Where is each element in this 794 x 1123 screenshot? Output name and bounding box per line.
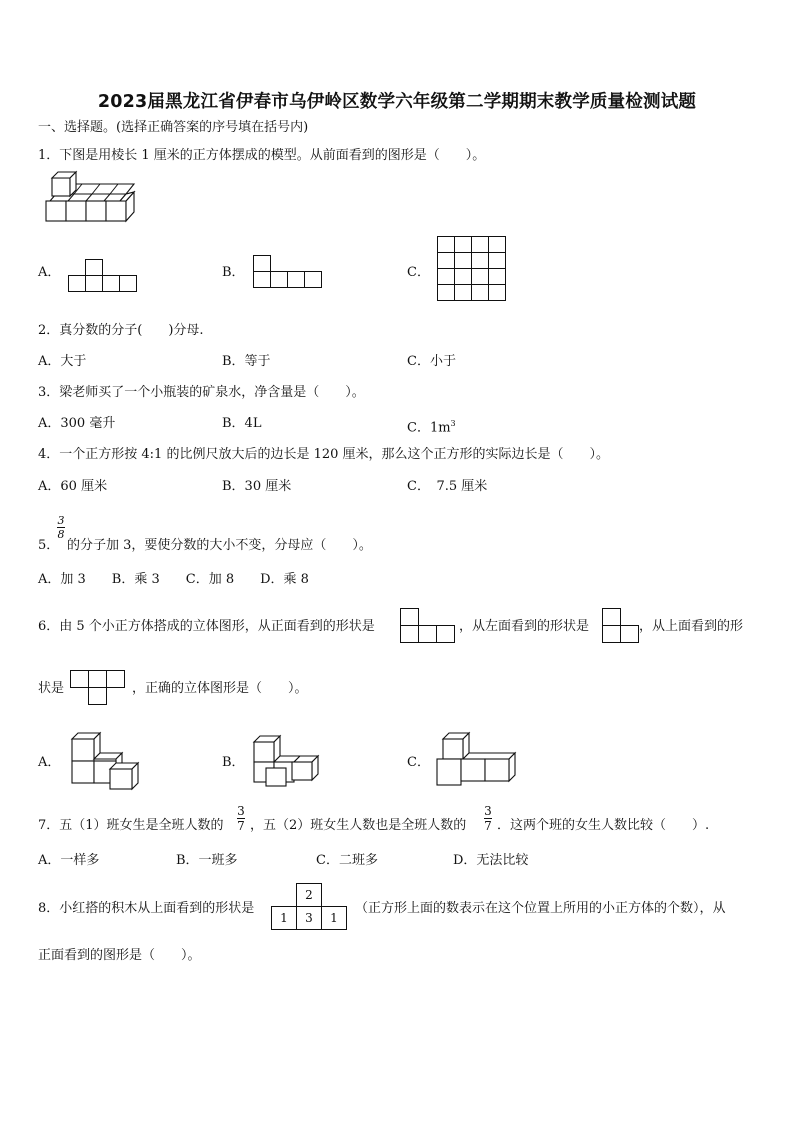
q7-fraction-2 — [484, 805, 492, 832]
question-7-text-part1: 7．五（1）班女生是全班人数的 — [38, 818, 224, 833]
q3-option-c[interactable] — [407, 416, 456, 436]
q3-option-c-exponent: 3 — [450, 419, 456, 428]
q6-front-view-figure — [400, 608, 455, 643]
q2-option-c[interactable]: C．小于 — [407, 354, 456, 369]
question-7-text-part2: ，五（2）班女生人数也是全班人数的 — [250, 818, 467, 833]
q5-fraction-denominator: 8 — [57, 528, 65, 541]
q1-option-b-figure[interactable] — [253, 255, 322, 288]
q5-options[interactable]: A．加 3 B．乘 3 C．加 8 D．乘 8 — [38, 572, 309, 587]
q6-option-a-label: A． — [38, 755, 61, 770]
q8-grid-cell-2: 3 — [297, 907, 322, 930]
q7-fraction-2-numerator: 3 — [484, 804, 492, 818]
page-title: 2023届黑龙江省伊春市乌伊岭区数学六年级第二学期期末教学质量检测试题 — [97, 92, 697, 112]
q1-option-b-label: B． — [222, 265, 245, 280]
question-5-number: 5． — [38, 538, 60, 553]
q6-option-c-label: C． — [407, 755, 430, 770]
q1-option-a-label: A． — [38, 265, 61, 280]
question-6-text-part3: ，从上面看到的形 — [639, 619, 744, 634]
q7-fraction-1-numerator: 3 — [237, 804, 245, 818]
q8-grid-cell-1: 1 — [272, 907, 297, 930]
question-6-text-part2: ，从左面看到的形状是 — [459, 619, 590, 634]
question-8-text-part1: 8．小红搭的积木从上面看到的形状是 — [38, 901, 255, 916]
q6-top-view-figure — [70, 670, 125, 705]
q6-option-c-figure[interactable] — [435, 731, 519, 789]
question-6-text-part4: 状是 — [38, 681, 65, 696]
question-8-text-part2: （正方形上面的数表示在这个位置上所用的小正方体的个数），从 — [355, 901, 726, 916]
q3-option-c-text: C．1m — [407, 420, 451, 436]
q7-fraction-2-denominator: 7 — [484, 819, 492, 833]
q1-option-c-label: C． — [407, 265, 430, 280]
question-6-text-part5: ，正确的立体图形是（ ）。 — [132, 681, 308, 696]
q1-option-a-figure[interactable] — [68, 259, 137, 292]
q2-option-a[interactable]: A．大于 — [38, 354, 87, 369]
q6-option-b-figure[interactable] — [252, 736, 322, 788]
q5-fraction — [57, 515, 65, 540]
q7-option-b[interactable]: B．一班多 — [176, 853, 238, 868]
question-3-text: 3．梁老师买了一个小瓶装的矿泉水，净含量是（ ）。 — [38, 385, 365, 400]
q6-left-view-figure — [602, 608, 639, 643]
q7-fraction-1 — [237, 805, 245, 832]
q7-fraction-1-denominator: 7 — [237, 819, 245, 833]
q2-option-b[interactable]: B．等于 — [222, 354, 271, 369]
q8-grid-top-cell: 2 — [297, 884, 322, 907]
section-heading: 一、选择题。(选择正确答案的序号填在括号内) — [38, 120, 309, 135]
q5-fraction-numerator: 3 — [57, 514, 65, 527]
question-2-text: 2．真分数的分子( )分母. — [38, 323, 204, 338]
question-1-text: 1．下图是用棱长 1 厘米的正方体摆成的模型。从前面看到的图形是（ ）。 — [38, 148, 486, 163]
q7-option-c[interactable]: C．二班多 — [316, 853, 378, 868]
q1-option-c-figure[interactable] — [437, 236, 506, 301]
q1-cube-model-figure — [44, 174, 144, 224]
q6-option-a-figure[interactable] — [70, 733, 150, 788]
q8-top-view-grid — [271, 883, 347, 930]
q3-option-a[interactable]: A．300 毫升 — [38, 416, 116, 431]
question-8-text-part3: 正面看到的图形是（ ）。 — [38, 948, 201, 963]
question-5-text: 的分子加 3，要使分数的大小不变，分母应（ ）。 — [67, 538, 372, 553]
q7-option-d[interactable]: D．无法比较 — [453, 853, 529, 868]
question-4-text: 4．一个正方形按 4:1 的比例尺放大后的边长是 120 厘米，那么这个正方形的实际边长是（ ）。 — [38, 447, 610, 462]
q4-option-b[interactable]: B．30 厘米 — [222, 479, 292, 494]
q8-grid-cell-3: 1 — [322, 907, 347, 930]
q6-option-b-label: B． — [222, 755, 245, 770]
q4-option-c[interactable]: C． 7.5 厘米 — [407, 479, 488, 494]
question-7-text-part3: ．这两个班的女生人数比较（ ）. — [497, 818, 710, 833]
question-6-text-part1: 6．由 5 个小正方体搭成的立体图形，从正面看到的形状是 — [38, 619, 375, 634]
q7-option-a[interactable]: A．一样多 — [38, 853, 100, 868]
q4-option-a[interactable]: A．60 厘米 — [38, 479, 108, 494]
q3-option-b[interactable]: B．4L — [222, 416, 262, 431]
